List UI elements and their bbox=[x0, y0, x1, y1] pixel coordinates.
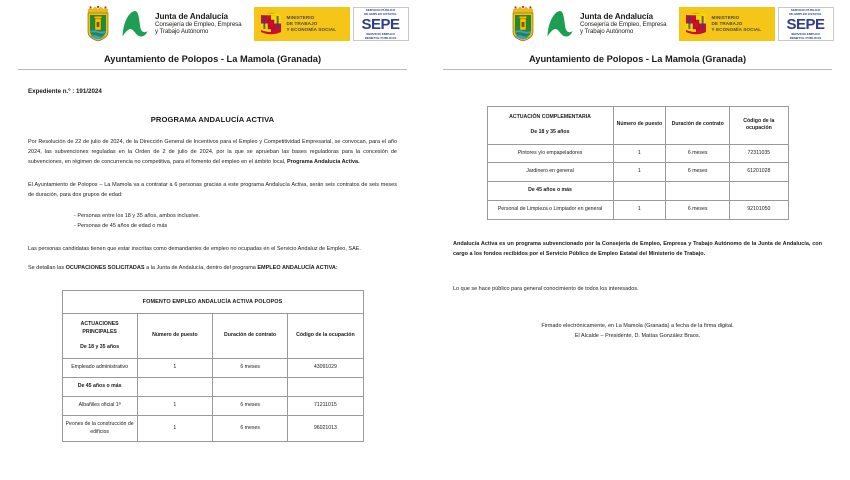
table-row bbox=[62, 359, 363, 378]
cell-number: 1 bbox=[613, 163, 666, 182]
cell-number: 1 bbox=[137, 415, 212, 442]
column-header-duracion: Duración de contrato bbox=[213, 314, 288, 359]
page-right bbox=[425, 0, 850, 480]
sepe-logo bbox=[778, 7, 834, 41]
junta-subtitle-line1: Consejería de Empleo, Empresa bbox=[580, 20, 667, 28]
spain-coat-of-arms-icon bbox=[685, 11, 707, 37]
table-row bbox=[62, 397, 363, 416]
paragraph-publicidad: Lo que se hace público para general conocimiento de todos los interesados. bbox=[453, 286, 639, 293]
table-title-row bbox=[62, 290, 363, 313]
cell-duration-blank bbox=[666, 182, 730, 201]
ministerio-line3: Y ECONOMÍA SOCIAL bbox=[286, 27, 337, 33]
cell-group-label: De 45 años o más bbox=[487, 182, 613, 201]
page-title-right: Ayuntamiento de Polopos - La Mamola (Granada) bbox=[528, 54, 747, 64]
paragraph-ocupaciones-solicitadas bbox=[28, 264, 397, 274]
ministerio-line2: DE TRABAJO bbox=[711, 20, 743, 26]
sepe-wordmark: SEPE bbox=[361, 15, 400, 33]
junta-title: Junta de Andalucía bbox=[580, 12, 653, 22]
page-body-right bbox=[425, 240, 850, 342]
junta-a-icon bbox=[120, 9, 150, 39]
table-actuacion-complementaria bbox=[487, 106, 789, 220]
ocupaciones-bold-2: EMPLEO ANDALUCÍA ACTIVA: bbox=[257, 265, 338, 272]
cell-group-label: De 45 años o más bbox=[62, 378, 137, 397]
junta-a-icon bbox=[545, 9, 575, 39]
table-header-row bbox=[487, 107, 788, 145]
header-logo-band-left bbox=[84, 0, 425, 44]
column-header-actuacion-complementaria bbox=[487, 107, 613, 145]
junta-de-andalucia-logo bbox=[120, 9, 242, 39]
table-row bbox=[487, 144, 788, 163]
cell-duration: 6 meses bbox=[213, 397, 288, 416]
signature-line-1: Firmado electrónicamente, en La Mamola (Granada) a fecha de la firma digital. bbox=[541, 323, 734, 330]
sepe-top-line1: SERVICIO PÚBLICO bbox=[790, 8, 821, 13]
cell-duration: 6 meses bbox=[666, 200, 730, 219]
cell-occupation: Peones de la construcción de edificios bbox=[62, 415, 137, 442]
paragraph-requisitos: Las personas candidatas tienen que estar inscritas como demandantes de empleo no ocupadas en el Servicio Andaluz de Empleo, SAE. bbox=[28, 246, 361, 253]
table-actuaciones-principales bbox=[62, 290, 364, 443]
sepe-top-line2: DE EMPLEO ESTATAL bbox=[364, 12, 397, 17]
right-table-container bbox=[425, 70, 850, 220]
cell-duration-blank bbox=[213, 378, 288, 397]
ministerio-line1: MINISTERIO bbox=[711, 14, 740, 20]
cell-duration: 6 meses bbox=[666, 163, 730, 182]
cell-number: 1 bbox=[137, 397, 212, 416]
ocupaciones-middle: a la Junta de Andalucía, dentro del programa bbox=[144, 265, 258, 272]
signature-block bbox=[453, 321, 822, 341]
table-row-group bbox=[487, 182, 788, 201]
sepe-bottom-line1: SERVICIO EMPLEO bbox=[791, 31, 820, 36]
ministerio-trabajo-logo bbox=[679, 7, 775, 41]
ocupaciones-bold-1: OCUPACIONES SOLICITADAS bbox=[65, 265, 145, 272]
junta-subtitle-line2: y Trabajo Autónomo bbox=[155, 27, 209, 35]
paragraph-resolucion-text: Por Resolución de 22 de julio de 2024, de la Dirección General de Incentivos para el Empleo y Competitividad Empresarial, se convocan, para el año 2024, las subvenciones reguladas en la Orden de 2 de julio de 2024, por la que se aprueban las bases reguladoras para la concesión de subvenciones, en régimen de concurrencia no competitiva, para el fomento del empleo en el ámbito local, bbox=[28, 139, 397, 165]
ministerio-trabajo-logo bbox=[254, 7, 350, 41]
cell-duration: 6 meses bbox=[666, 144, 730, 163]
sepe-bottom-line1: SERVICIO EMPLEO bbox=[366, 31, 395, 36]
cell-number: 1 bbox=[613, 144, 666, 163]
table-row bbox=[62, 415, 363, 442]
cell-occupation: Albañiles oficial 1ª bbox=[62, 397, 137, 416]
sepe-top-line1: SERVICIO PÚBLICO bbox=[365, 8, 396, 13]
cell-code-blank bbox=[288, 378, 363, 397]
column-header-actuacion-main: ACTUACIÓN COMPLEMENTARIA bbox=[509, 114, 591, 120]
table-row-group bbox=[62, 378, 363, 397]
paragraph-resolucion-bold: Programa Andalucía Activa. bbox=[286, 158, 360, 165]
junta-subtitle-line2: y Trabajo Autónomo bbox=[580, 27, 634, 35]
column-header-numero-puesto: Número de puesto bbox=[137, 314, 212, 359]
cell-code: 61201028 bbox=[730, 163, 788, 182]
cell-number: 1 bbox=[613, 200, 666, 219]
cell-number-blank bbox=[137, 378, 212, 397]
sepe-bottom-line2: DEMETOL PUBLICAS bbox=[789, 35, 822, 40]
column-header-actuaciones-main: ACTUACIONES PRINCIPALES bbox=[80, 321, 119, 335]
page-title-left: Ayuntamiento de Polopos - La Mamola (Granada) bbox=[103, 54, 322, 64]
table-row bbox=[487, 163, 788, 182]
sepe-top-line2: DE EMPLEO ESTATAL bbox=[789, 12, 822, 17]
expediente-number: Expediente n.º : 191/2024 bbox=[28, 88, 102, 95]
sepe-bottom-line2: DEMETOL PUBLICAS bbox=[364, 35, 397, 40]
paragraph-contratacion: El Ayuntamiento de Polopos – La Mamola va a contratar a 6 personas gracias a este programa Andalucía Activa, serán seis contratos de seis meses de duración, para dos grupos de edad: bbox=[28, 182, 397, 199]
age-group-bullets bbox=[74, 211, 397, 231]
title-divider-left bbox=[18, 69, 407, 70]
cell-number: 1 bbox=[137, 359, 212, 378]
column-header-actuaciones bbox=[62, 314, 137, 359]
table-row bbox=[487, 200, 788, 219]
sepe-logo bbox=[353, 7, 409, 41]
ocupaciones-prefix: Se detallan las bbox=[28, 265, 66, 272]
cell-duration: 6 meses bbox=[213, 415, 288, 442]
ministerio-line1: MINISTERIO bbox=[286, 14, 315, 20]
column-header-codigo: Código de la ocupación bbox=[730, 107, 788, 145]
cell-code: 92101050 bbox=[730, 200, 788, 219]
municipal-shield-icon bbox=[509, 6, 537, 42]
junta-title: Junta de Andalucía bbox=[155, 12, 228, 22]
bullet-grupo-18-35: - Personas entre los 18 y 35 años, ambos inclusive. bbox=[74, 212, 200, 219]
sepe-wordmark: SEPE bbox=[786, 15, 825, 33]
cell-occupation: Personal de Limpieza o Limpiador en general bbox=[487, 200, 613, 219]
column-header-numero-puesto: Número de puesto bbox=[613, 107, 666, 145]
bullet-grupo-45-mas: - Personas de 45 años de edad o más bbox=[74, 223, 168, 230]
junta-de-andalucia-logo bbox=[545, 9, 667, 39]
page-body-left bbox=[0, 88, 425, 274]
column-header-codigo: Código de la ocupación bbox=[288, 314, 363, 359]
paragraph-resolucion bbox=[28, 138, 397, 167]
signature-line-2: El Alcalde – Presidente, D. Matías González Braos. bbox=[574, 333, 701, 340]
spain-coat-of-arms-icon bbox=[260, 11, 282, 37]
ministerio-line3: Y ECONOMÍA SOCIAL bbox=[711, 27, 762, 33]
column-header-actuaciones-sub: De 18 y 35 años bbox=[80, 343, 120, 350]
table-title-fomento-empleo: FOMENTO EMPLEO ANDALUCÍA ACTIVA POLOPOS bbox=[62, 290, 363, 313]
header-logo-band-right bbox=[509, 0, 850, 44]
section-heading-programa: PROGRAMA ANDALUCÍA ACTIVA bbox=[150, 115, 275, 124]
cell-duration: 6 meses bbox=[213, 359, 288, 378]
cell-code: 71211015 bbox=[288, 397, 363, 416]
cell-code-blank bbox=[730, 182, 788, 201]
column-header-actuacion-sub: De 18 y 35 años bbox=[530, 128, 570, 135]
cell-occupation: Jardinero en general bbox=[487, 163, 613, 182]
junta-subtitle-line1: Consejería de Empleo, Empresa bbox=[155, 20, 242, 28]
cell-code: 43091029 bbox=[288, 359, 363, 378]
cell-code: 96021013 bbox=[288, 415, 363, 442]
cell-occupation: Empleado administrativo bbox=[62, 359, 137, 378]
municipal-shield-icon bbox=[84, 6, 112, 42]
table-header-row bbox=[62, 314, 363, 359]
column-header-duracion: Duración de contrato bbox=[666, 107, 730, 145]
cell-code: 72311035 bbox=[730, 144, 788, 163]
cell-number-blank bbox=[613, 182, 666, 201]
paragraph-subvencion: Andalucía Activa es un programa subvencionado por la Consejería de Empleo, Empresa y Trabajo Autónomo de la Junta de Andalucía, con cargo a los fondos recibidos por el Servicio Público de Empleo Estatal del Ministerio de Trabajo. bbox=[453, 240, 822, 257]
cell-occupation: Pintores y/o empapeladores bbox=[487, 144, 613, 163]
ministerio-line2: DE TRABAJO bbox=[286, 20, 318, 26]
